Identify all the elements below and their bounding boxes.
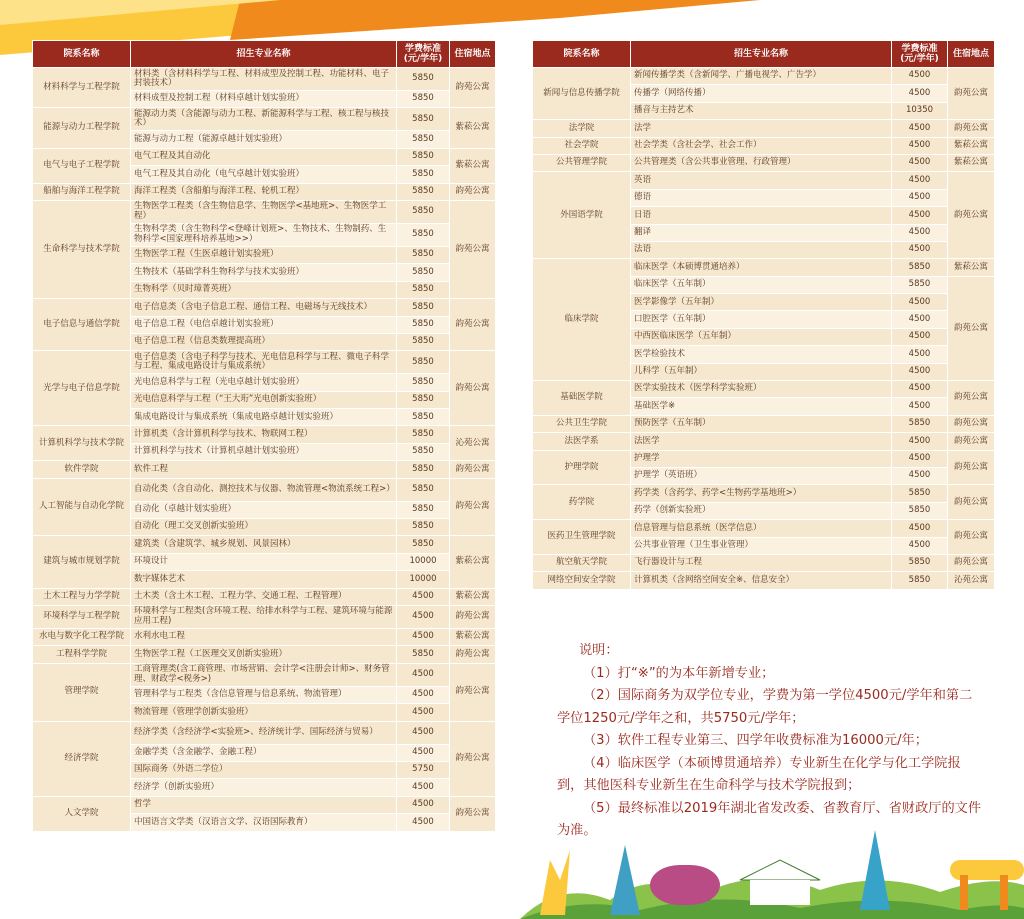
major-name: 电子信息类（含电子信息工程、通信工程、电磁场与无线技术）: [131, 299, 397, 316]
dorm-location: 韵苑公寓: [450, 183, 496, 200]
dorm-location: 韵苑公寓: [450, 663, 496, 721]
dorm-location: 韵苑公寓: [948, 68, 995, 120]
table-row: [33, 200, 496, 223]
major-name: 环境科学与工程类(含环境工程、给排水科学与工程、建筑环境与能源应用工程): [131, 605, 397, 628]
fee-value: 4500: [397, 779, 450, 796]
major-name: 生物医学工程（工医理交叉创新实验班）: [131, 646, 397, 663]
right-fee-table: [532, 40, 995, 590]
major-name: 飞行器设计与工程: [631, 554, 892, 571]
fee-value: 4500: [892, 450, 948, 467]
note-item: （1）打“※”的为本年新增专业；: [583, 665, 775, 681]
major-name: 护理学: [631, 450, 892, 467]
major-name: 自动化（理工交叉创新实验班）: [131, 519, 397, 536]
college-name: 材料科学与工程学院: [33, 68, 131, 108]
major-name: 管理科学与工程类（含信息管理与信息系统、物流管理）: [131, 686, 397, 703]
major-name: 国际商务（外语二学位）: [131, 761, 397, 778]
major-name: 材料类（含材料科学与工程、材料成型及控制工程、功能材料、电子封装技术）: [131, 68, 397, 91]
dorm-location: 韵苑公寓: [948, 485, 995, 520]
table-row: [33, 646, 496, 663]
college-name: 网络空间安全学院: [533, 572, 631, 589]
fee-value: 5850: [892, 554, 948, 571]
college-name: 公共管理学院: [533, 154, 631, 171]
major-name: 自动化（卓越计划实验班）: [131, 501, 397, 518]
college-name: 社会学院: [533, 137, 631, 154]
fee-value: 5850: [397, 299, 450, 316]
table-row: [533, 381, 995, 398]
major-name: 自动化类（含自动化、测控技术与仪器、物流管理<物流系统工程>）: [131, 478, 397, 501]
college-name: 电子信息与通信学院: [33, 299, 131, 351]
college-name: 环境科学与工程学院: [33, 605, 131, 628]
college-name: 船舶与海洋工程学院: [33, 183, 131, 200]
major-name: 生物科学（贝时璋菁英班）: [131, 281, 397, 298]
fee-value: 5850: [397, 501, 450, 518]
college-name: 航空航天学院: [533, 554, 631, 571]
major-name: 生物科学类（含生物科学<登峰计划班>、生物技术、生物制药、生物科学<国家理科培养基地>>）: [131, 223, 397, 246]
fee-value: 4500: [397, 814, 450, 831]
major-name: 土木类（含土木工程、工程力学、交通工程、工程管理）: [131, 588, 397, 605]
major-name: 口腔医学（五年制）: [631, 311, 892, 328]
dorm-location: 韵苑公寓: [948, 415, 995, 432]
dorm-location: 紫菘公寓: [450, 148, 496, 183]
major-name: 哲学: [131, 796, 397, 813]
dorm-location: 紫菘公寓: [948, 259, 995, 276]
column-header: 学费标准 (元/学年): [397, 41, 450, 68]
college-name: 护理学院: [533, 450, 631, 485]
major-name: 电气工程及其自动化: [131, 148, 397, 165]
dorm-location: 韵苑公寓: [948, 381, 995, 416]
college-name: 水电与数字化工程学院: [33, 628, 131, 645]
major-name: 中西医临床医学（五年制）: [631, 328, 892, 345]
table-row: [533, 154, 995, 171]
column-header: 住宿地点: [450, 41, 496, 68]
dorm-location: 紫菘公寓: [948, 137, 995, 154]
dorm-location: 韵苑公寓: [450, 605, 496, 628]
table-row: [533, 68, 995, 85]
major-name: 公共管理类（含公共事业管理、行政管理）: [631, 154, 892, 171]
major-name: 计算机科学与技术（计算机卓越计划实验班）: [131, 443, 397, 460]
dorm-location: 沁苑公寓: [450, 426, 496, 461]
fee-value: 5850: [892, 259, 948, 276]
major-name: 生物技术（基础学科生物科学与技术实验班）: [131, 264, 397, 281]
column-header: 院系名称: [533, 41, 631, 68]
fee-value: 5850: [397, 443, 450, 460]
fee-value: 10000: [397, 553, 450, 570]
major-name: 基础医学※: [631, 398, 892, 415]
major-name: 水利水电工程: [131, 628, 397, 645]
major-name: 集成电路设计与集成系统（集成电路卓越计划实验班）: [131, 409, 397, 426]
major-name: 电子信息工程（电信卓越计划实验班）: [131, 316, 397, 333]
fee-value: 4500: [892, 154, 948, 171]
fee-value: 5850: [397, 131, 450, 148]
major-name: 儿科学（五年制）: [631, 363, 892, 380]
note-item: （4）临床医学（本硕博贯通培养）专业新生在化学与化工学院报到，其他医科专业新生在生命科学与技术学院报到；: [557, 755, 961, 793]
major-name: 经济学类（含经济学<实验班>、经济统计学、国际经济与贸易）: [131, 721, 397, 744]
fee-value: 4500: [892, 467, 948, 484]
fee-value: 5850: [397, 108, 450, 131]
fee-value: 5850: [397, 391, 450, 408]
fee-value: 4500: [892, 207, 948, 224]
fee-value: 4500: [892, 189, 948, 206]
header-row: [33, 41, 496, 68]
table-row: [533, 120, 995, 137]
major-name: 新闻传播学类（含新闻学、广播电视学、广告学）: [631, 68, 892, 85]
fee-value: 5850: [397, 646, 450, 663]
dorm-location: 紫菘公寓: [450, 588, 496, 605]
major-name: 电子信息类（含电子科学与技术、光电信息科学与工程、微电子科学与工程、集成电路设计与集成系统）: [131, 351, 397, 374]
dorm-location: 紫菘公寓: [450, 108, 496, 148]
left-fee-table: [32, 40, 496, 832]
fee-value: 5850: [397, 333, 450, 350]
fee-value: 4500: [892, 520, 948, 537]
fee-value: 4500: [892, 537, 948, 554]
major-name: 金融学类（含金融学、金融工程）: [131, 744, 397, 761]
fee-value: 4500: [892, 328, 948, 345]
fee-value: 5850: [397, 519, 450, 536]
fee-value: 5850: [892, 572, 948, 589]
table-row: [533, 572, 995, 589]
table-row: [533, 172, 995, 189]
table-row: [533, 259, 995, 276]
fee-value: 10350: [892, 102, 948, 119]
fee-value: 4500: [397, 588, 450, 605]
major-name: 中国语言文学类（汉语言文学、汉语国际教育）: [131, 814, 397, 831]
fee-value: 5850: [397, 91, 450, 108]
fee-value: 4500: [892, 241, 948, 258]
major-name: 电子信息工程（信息类数理提高班）: [131, 333, 397, 350]
fee-value: 5850: [892, 415, 948, 432]
column-header: 招生专业名称: [131, 41, 397, 68]
dorm-location: 韵苑公寓: [948, 433, 995, 450]
fee-value: 4500: [892, 381, 948, 398]
fee-value: 5850: [397, 166, 450, 183]
fee-value: 5850: [397, 536, 450, 553]
college-name: 生命科学与技术学院: [33, 200, 131, 298]
major-name: 法语: [631, 241, 892, 258]
college-name: 土木工程与力学学院: [33, 588, 131, 605]
major-name: 社会学类（含社会学、社会工作）: [631, 137, 892, 154]
dorm-location: 韵苑公寓: [450, 721, 496, 796]
fee-value: 4500: [397, 796, 450, 813]
college-name: 临床学院: [533, 259, 631, 381]
college-name: 建筑与城市规划学院: [33, 536, 131, 588]
college-name: 人文学院: [33, 796, 131, 831]
major-name: 法学: [631, 120, 892, 137]
table-row: [33, 351, 496, 374]
table-row: [33, 628, 496, 645]
fee-value: 4500: [892, 398, 948, 415]
dorm-location: 韵苑公寓: [450, 461, 496, 478]
table-row: [533, 485, 995, 502]
fee-value: 4500: [397, 721, 450, 744]
major-name: 建筑类（含建筑学、城乡规划、风景园林）: [131, 536, 397, 553]
fee-value: 4500: [892, 433, 948, 450]
table-row: [533, 137, 995, 154]
major-name: 临床医学（本硕博贯通培养）: [631, 259, 892, 276]
major-name: 光电信息科学与工程（“王大珩”光电创新实验班）: [131, 391, 397, 408]
fee-value: 5850: [397, 351, 450, 374]
fee-value: 5850: [397, 246, 450, 263]
dorm-location: 韵苑公寓: [450, 796, 496, 831]
table-row: [33, 721, 496, 744]
fee-value: 5850: [892, 502, 948, 519]
college-name: 管理学院: [33, 663, 131, 721]
college-name: 能源与动力工程学院: [33, 108, 131, 148]
dorm-location: 紫菘公寓: [450, 628, 496, 645]
dorm-location: 韵苑公寓: [450, 299, 496, 351]
table-row: [33, 663, 496, 686]
table-row: [33, 299, 496, 316]
note-item: （3）软件工程专业第三、四学年收费标准为16000元/年；: [583, 733, 928, 748]
dorm-location: 韵苑公寓: [450, 646, 496, 663]
major-name: 护理学（英语班）: [631, 467, 892, 484]
fee-value: 4500: [892, 346, 948, 363]
table-row: [533, 450, 995, 467]
fee-value: 5850: [397, 316, 450, 333]
fee-value: 4500: [892, 224, 948, 241]
fee-value: 5850: [892, 276, 948, 293]
college-name: 法医学系: [533, 433, 631, 450]
college-name: 工程科学学院: [33, 646, 131, 663]
fee-value: 5850: [397, 461, 450, 478]
major-name: 软件工程: [131, 461, 397, 478]
major-name: 能源与动力工程（能源卓越计划实验班）: [131, 131, 397, 148]
table-row: [33, 605, 496, 628]
major-name: 材料成型及控制工程（材料卓越计划实验班）: [131, 91, 397, 108]
dorm-location: 韵苑公寓: [948, 120, 995, 137]
table-row: [533, 520, 995, 537]
fee-value: 4500: [892, 363, 948, 380]
major-name: 计算机类（含计算机科学与技术、物联网工程）: [131, 426, 397, 443]
major-name: 公共事业管理（卫生事业管理）: [631, 537, 892, 554]
major-name: 药学类（含药学、药学<生物药学基地班>）: [631, 485, 892, 502]
table-row: [33, 426, 496, 443]
major-name: 医学影像学（五年制）: [631, 294, 892, 311]
table-row: [533, 554, 995, 571]
dorm-location: 韵苑公寓: [948, 276, 995, 380]
major-name: 临床医学（五年制）: [631, 276, 892, 293]
fee-value: 5850: [397, 183, 450, 200]
major-name: 数字媒体艺术: [131, 571, 397, 588]
table-row: [33, 461, 496, 478]
college-name: 计算机科学与技术学院: [33, 426, 131, 461]
major-name: 工商管理类(含工商管理、市场营销、会计学<注册会计师>、财务管理、财政学<税务>): [131, 663, 397, 686]
table-row: [33, 183, 496, 200]
column-header: 学费标准 (元/学年): [892, 41, 948, 68]
column-header: 招生专业名称: [631, 41, 892, 68]
fee-value: 4500: [892, 68, 948, 85]
fee-value: 4500: [397, 686, 450, 703]
college-name: 法学院: [533, 120, 631, 137]
table-row: [33, 108, 496, 131]
campus-skyline-illustration: [520, 820, 1024, 919]
dorm-location: 韵苑公寓: [948, 520, 995, 555]
table-row: [33, 588, 496, 605]
column-header: 院系名称: [33, 41, 131, 68]
fee-value: 5850: [397, 409, 450, 426]
dorm-location: 韵苑公寓: [450, 68, 496, 108]
table-row: [33, 536, 496, 553]
major-name: 电气工程及其自动化（电气卓越计划实验班）: [131, 166, 397, 183]
major-name: 英语: [631, 172, 892, 189]
fee-value: 4500: [892, 137, 948, 154]
college-name: 基础医学院: [533, 381, 631, 416]
table-row: [533, 433, 995, 450]
college-name: 电气与电子工程学院: [33, 148, 131, 183]
college-name: 经济学院: [33, 721, 131, 796]
major-name: 计算机类（含网络空间安全※、信息安全）: [631, 572, 892, 589]
fee-value: 4500: [892, 294, 948, 311]
note-item: （2）国际商务为双学位专业，学费为第一学位4500元/学年和第二学位1250元/学年之和，共5750元/学年；: [557, 688, 973, 726]
major-name: 信息管理与信息系统（医学信息）: [631, 520, 892, 537]
major-name: 经济学（创新实验班）: [131, 779, 397, 796]
major-name: 传播学（网络传播）: [631, 85, 892, 102]
fee-value: 5850: [397, 200, 450, 223]
major-name: 医学检验技术: [631, 346, 892, 363]
major-name: 海洋工程类（含船舶与海洋工程、轮机工程）: [131, 183, 397, 200]
college-name: 公共卫生学院: [533, 415, 631, 432]
column-header: 住宿地点: [948, 41, 995, 68]
fee-value: 5750: [397, 761, 450, 778]
table-row: [33, 796, 496, 813]
fee-value: 4500: [397, 704, 450, 721]
fee-value: 4500: [397, 628, 450, 645]
fee-value: 5850: [397, 281, 450, 298]
major-name: 医学实验技术（医学科学实验班）: [631, 381, 892, 398]
dorm-location: 紫菘公寓: [450, 536, 496, 588]
note-item: （5）最终标准以2019年湖北省发改委、省教育厅、省财政厅的文件为准。: [557, 800, 982, 838]
major-name: 德语: [631, 189, 892, 206]
major-name: 生物医学工程（生医卓越计划实验班）: [131, 246, 397, 263]
table-row: [33, 478, 496, 501]
table-row: [533, 415, 995, 432]
fee-value: 4500: [397, 605, 450, 628]
college-name: 光学与电子信息学院: [33, 351, 131, 426]
major-name: 翻译: [631, 224, 892, 241]
major-name: 环境设计: [131, 553, 397, 570]
college-name: 药学院: [533, 485, 631, 520]
fee-value: 4500: [397, 744, 450, 761]
fee-value: 5850: [397, 264, 450, 281]
fee-value: 4500: [892, 85, 948, 102]
college-name: 人工智能与自动化学院: [33, 478, 131, 536]
major-name: 物流管理（管理学创新实验班）: [131, 704, 397, 721]
fee-value: 5850: [397, 374, 450, 391]
fee-value: 5850: [397, 148, 450, 165]
fee-value: 10000: [397, 571, 450, 588]
fee-value: 5850: [397, 478, 450, 501]
table-row: [33, 68, 496, 91]
dorm-location: 韵苑公寓: [948, 554, 995, 571]
fee-value: 5850: [892, 485, 948, 502]
major-name: 光电信息科学与工程（光电卓越计划实验班）: [131, 374, 397, 391]
fee-value: 4500: [397, 663, 450, 686]
fee-value: 4500: [892, 120, 948, 137]
college-name: 医药卫生管理学院: [533, 520, 631, 555]
dorm-location: 紫菘公寓: [948, 154, 995, 171]
major-name: 药学（创新实验班）: [631, 502, 892, 519]
college-name: 新闻与信息传播学院: [533, 68, 631, 120]
dorm-location: 沁苑公寓: [948, 572, 995, 589]
major-name: 播音与主持艺术: [631, 102, 892, 119]
college-name: 外国语学院: [533, 172, 631, 259]
fee-value: 5850: [397, 68, 450, 91]
dorm-location: 韵苑公寓: [948, 172, 995, 259]
notes-section: [557, 640, 982, 843]
major-name: 日语: [631, 207, 892, 224]
fee-value: 5850: [397, 426, 450, 443]
fee-value: 5850: [397, 223, 450, 246]
fee-value: 4500: [892, 311, 948, 328]
major-name: 预防医学（五年制）: [631, 415, 892, 432]
major-name: 能源动力类（含能源与动力工程、新能源科学与工程、核工程与核技术）: [131, 108, 397, 131]
dorm-location: 韵苑公寓: [450, 351, 496, 426]
dorm-location: 韵苑公寓: [948, 450, 995, 485]
dorm-location: 韵苑公寓: [450, 478, 496, 536]
major-name: 法医学: [631, 433, 892, 450]
notes-title: 说明：: [579, 643, 619, 658]
dorm-location: 韵苑公寓: [450, 200, 496, 298]
major-name: 生物医学工程类（含生物信息学、生物医学<基地班>、生物医学工程）: [131, 200, 397, 223]
header-row: [533, 41, 995, 68]
table-row: [33, 148, 496, 165]
college-name: 软件学院: [33, 461, 131, 478]
fee-value: 4500: [892, 172, 948, 189]
